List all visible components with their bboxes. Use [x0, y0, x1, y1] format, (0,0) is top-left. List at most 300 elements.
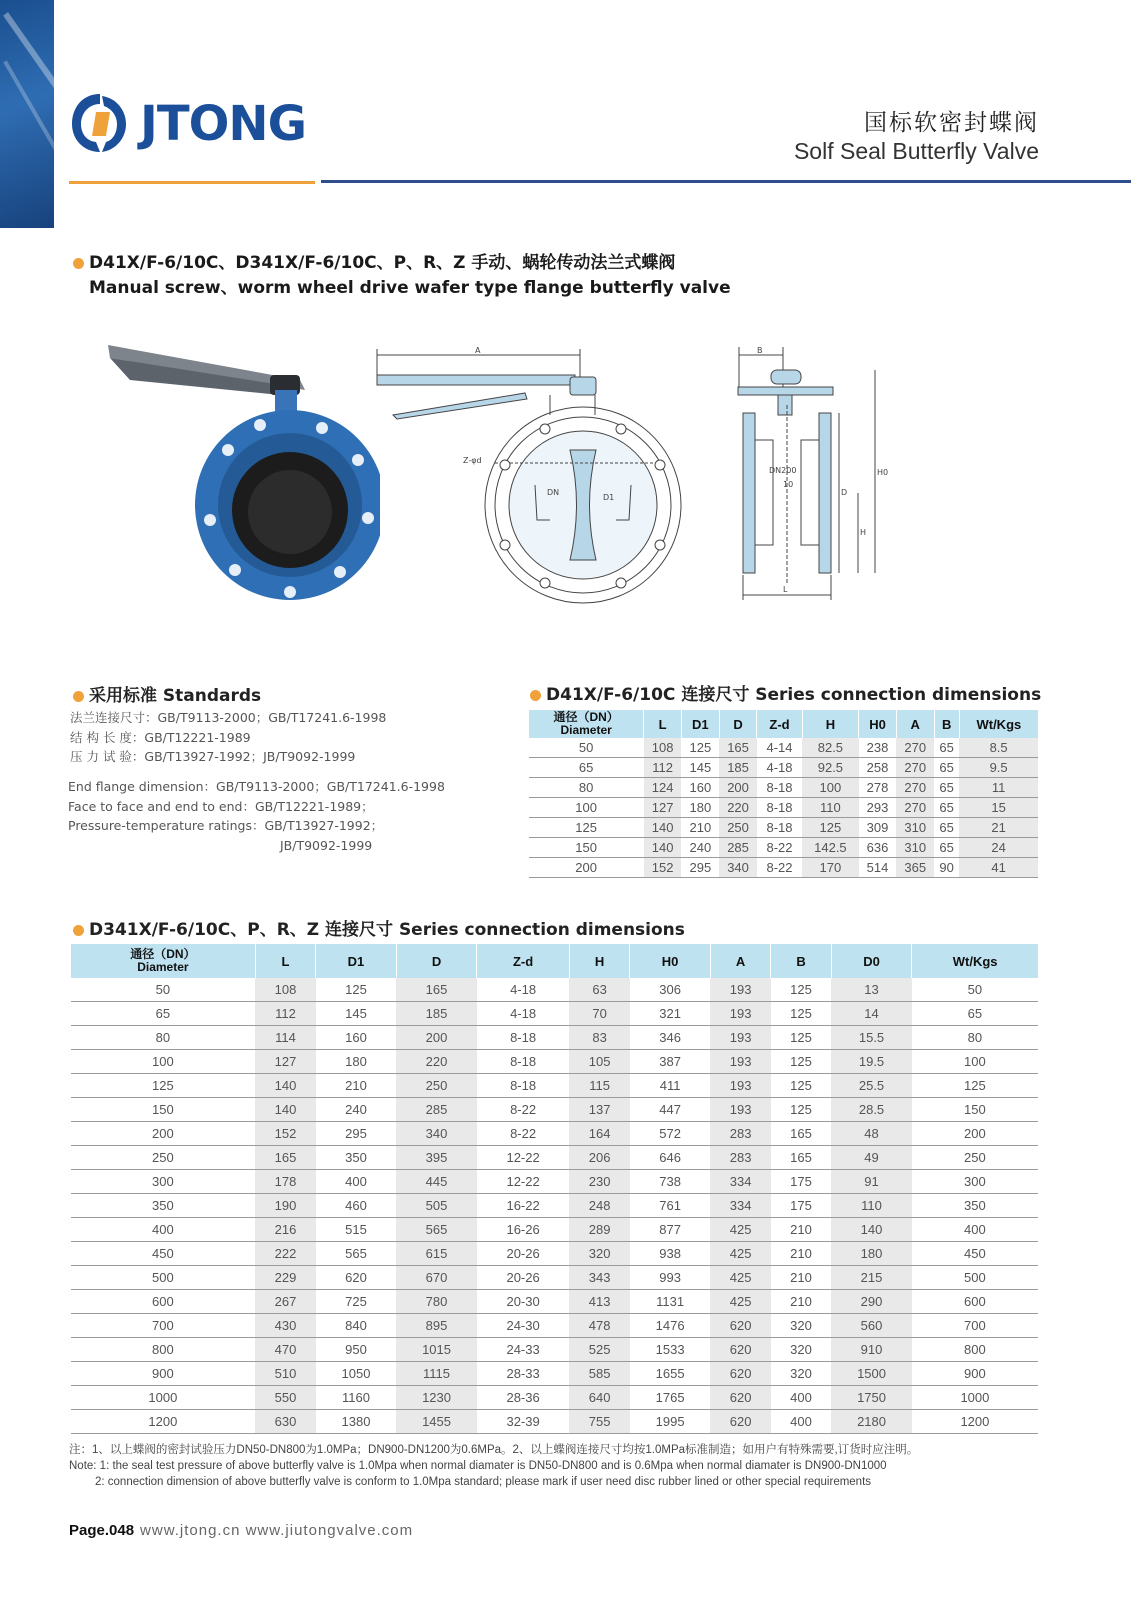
table-cell: 49 [831, 1146, 912, 1170]
table-cell: 430 [255, 1314, 315, 1338]
column-header: D1 [681, 710, 719, 738]
note-en-2: 2: connection dimension of above butterfly valve is conform to 1.0Mpa standard; please mark if user need disc rubber lined or other special requirements [95, 1476, 872, 1488]
table-cell: 160 [681, 778, 719, 798]
valve-photo [100, 340, 380, 605]
table-cell: 140 [255, 1098, 315, 1122]
table-cell: 400 [316, 1170, 397, 1194]
table-cell: 24 [959, 838, 1038, 858]
table-cell: 950 [316, 1338, 397, 1362]
table-cell: 350 [912, 1194, 1038, 1218]
table-row [71, 1410, 1039, 1434]
dimension-table-d41 [528, 710, 1038, 878]
table-cell: 1131 [630, 1290, 711, 1314]
column-header: H0 [630, 944, 711, 978]
table-cell: 193 [710, 1098, 770, 1122]
table-cell: 222 [255, 1242, 315, 1266]
table-cell: 267 [255, 1290, 315, 1314]
table-cell: 283 [710, 1146, 770, 1170]
table-cell: 8-22 [757, 858, 802, 878]
bullet-icon [73, 691, 84, 702]
table-cell: 270 [896, 738, 934, 758]
table-cell: 8-18 [477, 1074, 570, 1098]
table-cell: 877 [630, 1218, 711, 1242]
table-cell: 445 [396, 1170, 477, 1194]
page-number: Page.048 [69, 1522, 135, 1539]
bullet-icon [73, 925, 84, 936]
standard-line: Face to face and end to end：GB/T12221-1989； [68, 798, 374, 814]
table-cell: 175 [771, 1170, 831, 1194]
table-header-row [71, 944, 1039, 978]
table-cell: 1200 [71, 1410, 256, 1434]
table-cell: 125 [71, 1074, 256, 1098]
table-cell: 19.5 [831, 1050, 912, 1074]
table-cell: 210 [771, 1218, 831, 1242]
standards-title-text: 采用标准 Standards [89, 686, 262, 706]
table-row [71, 1290, 1039, 1314]
table-cell: 8-18 [757, 798, 802, 818]
table-cell: 470 [255, 1338, 315, 1362]
dim-label-d: D [841, 488, 848, 497]
table-row [71, 1026, 1039, 1050]
table-cell: 8-18 [757, 818, 802, 838]
brand-name: JTONG [140, 96, 306, 152]
table-cell: 145 [681, 758, 719, 778]
table-cell: 320 [771, 1338, 831, 1362]
table-cell: 65 [934, 778, 959, 798]
table-cell: 193 [710, 1074, 770, 1098]
table-cell: 190 [255, 1194, 315, 1218]
table-cell: 478 [569, 1314, 629, 1338]
table-cell: 340 [396, 1122, 477, 1146]
table-cell: 142.5 [802, 838, 859, 858]
table-cell: 514 [859, 858, 897, 878]
page-title-en: Solf Seal Butterfly Valve [793, 138, 1039, 164]
table-cell: 11 [959, 778, 1038, 798]
table-cell: 180 [316, 1050, 397, 1074]
table-cell: 28-36 [477, 1386, 570, 1410]
table-cell: 1200 [912, 1410, 1038, 1434]
table-cell: 240 [681, 838, 719, 858]
table-cell: 140 [255, 1074, 315, 1098]
logo-mark-icon [66, 88, 134, 160]
table-cell: 14 [831, 1002, 912, 1026]
table-cell: 755 [569, 1410, 629, 1434]
table-cell: 4-18 [757, 758, 802, 778]
table-cell: 447 [630, 1098, 711, 1122]
dim-label-b: B [757, 346, 763, 355]
table-cell: 585 [569, 1362, 629, 1386]
side-view-drawing [733, 345, 913, 610]
table-cell: 165 [255, 1146, 315, 1170]
table-cell: 1995 [630, 1410, 711, 1434]
table-cell: 210 [771, 1266, 831, 1290]
table-cell: 340 [719, 858, 757, 878]
column-header: B [934, 710, 959, 738]
table-cell: 400 [771, 1386, 831, 1410]
table-cell: 525 [569, 1338, 629, 1362]
table-cell: 248 [569, 1194, 629, 1218]
standard-line: 压 力 试 验：GB/T13927-1992；JB/T9092-1999 [70, 749, 356, 764]
table-cell: 250 [719, 818, 757, 838]
table-cell: 125 [681, 738, 719, 758]
table-cell: 215 [831, 1266, 912, 1290]
table-cell: 761 [630, 1194, 711, 1218]
section-title-cn [73, 248, 675, 273]
table-cell: 620 [710, 1338, 770, 1362]
table-cell: 15.5 [831, 1026, 912, 1050]
table-header-row [529, 710, 1039, 738]
table-cell: 938 [630, 1242, 711, 1266]
dim-label-a: A [475, 346, 481, 355]
table-cell: 125 [529, 818, 644, 838]
table-cell: 1160 [316, 1386, 397, 1410]
table-row [71, 1338, 1039, 1362]
table-cell: 8-18 [757, 778, 802, 798]
table-cell: 150 [71, 1098, 256, 1122]
table-cell: 895 [396, 1314, 477, 1338]
table-cell: 395 [396, 1146, 477, 1170]
table-cell: 9.5 [959, 758, 1038, 778]
column-header: Z-d [477, 944, 570, 978]
table-cell: 350 [71, 1194, 256, 1218]
bullet-icon [530, 690, 541, 701]
table-cell: 100 [529, 798, 644, 818]
header-accent-line [69, 181, 315, 184]
table-cell: 365 [896, 858, 934, 878]
table-cell: 65 [934, 758, 959, 778]
table1-title-text: D41X/F-6/10C 连接尺寸 Series connection dimensions [546, 685, 1042, 705]
table-cell: 387 [630, 1050, 711, 1074]
table-cell: 180 [681, 798, 719, 818]
table-cell: 150 [529, 838, 644, 858]
table-cell: 16-22 [477, 1194, 570, 1218]
table-cell: 910 [831, 1338, 912, 1362]
table-cell: 145 [316, 1002, 397, 1026]
dimension-table-d341 [70, 944, 1038, 1434]
table-cell: 200 [396, 1026, 477, 1050]
table1-title [530, 680, 1041, 705]
table-row [71, 1266, 1039, 1290]
table-cell: 140 [831, 1218, 912, 1242]
table-cell: 216 [255, 1218, 315, 1242]
table-cell: 510 [255, 1362, 315, 1386]
table-row [71, 1386, 1039, 1410]
table-cell: 210 [771, 1290, 831, 1314]
table-cell: 346 [630, 1026, 711, 1050]
table-cell: 343 [569, 1266, 629, 1290]
dim-label-10: 10 [783, 480, 794, 489]
column-header: Z-d [757, 710, 802, 738]
table-cell: 620 [710, 1362, 770, 1386]
table-cell: 210 [316, 1074, 397, 1098]
table-cell: 125 [912, 1074, 1038, 1098]
note-cn: 注：1、以上蝶阀的密封试验压力DN50-DN800为1.0MPa；DN900-DN1200为0.6MPa。2、以上蝶阀连接尺寸均按1.0MPa标准制造；如用户有特殊需要,订货时应注明。 [69, 1444, 919, 1456]
table-cell: 425 [710, 1242, 770, 1266]
table-cell: 110 [802, 798, 859, 818]
table-cell: 636 [859, 838, 897, 858]
brand-logo [66, 88, 306, 160]
table-cell: 41 [959, 858, 1038, 878]
table-cell: 8-22 [477, 1098, 570, 1122]
section-title-en: Manual screw、worm wheel drive wafer type flange butterfly valve [89, 278, 731, 298]
table-cell: 91 [831, 1170, 912, 1194]
table-cell: 270 [896, 758, 934, 778]
table-cell: 565 [316, 1242, 397, 1266]
table-cell: 65 [912, 1002, 1038, 1026]
table-row [71, 1098, 1039, 1122]
website-links[interactable]: www.jtong.cn www.jiutongvalve.com [140, 1522, 414, 1539]
table-cell: 160 [316, 1026, 397, 1050]
table-cell: 620 [316, 1266, 397, 1290]
table-cell: 334 [710, 1194, 770, 1218]
table-cell: 206 [569, 1146, 629, 1170]
table-cell: 320 [569, 1242, 629, 1266]
dim-label-dn200: DN200 [769, 466, 797, 475]
table-cell: 350 [316, 1146, 397, 1170]
table-cell: 152 [255, 1122, 315, 1146]
table-cell: 620 [710, 1386, 770, 1410]
table-cell: 1455 [396, 1410, 477, 1434]
column-header: A [710, 944, 770, 978]
column-header: Wt/Kgs [959, 710, 1038, 738]
column-header: H0 [859, 710, 897, 738]
table-cell: 900 [912, 1362, 1038, 1386]
column-header: D [719, 710, 757, 738]
footer [69, 1522, 413, 1539]
bullet-icon [73, 258, 84, 269]
table-cell: 1750 [831, 1386, 912, 1410]
table-cell: 210 [681, 818, 719, 838]
table2-title-text: D341X/F-6/10C、P、R、Z 连接尺寸 Series connection dimensions [89, 920, 685, 940]
table-cell: 615 [396, 1242, 477, 1266]
table-row [71, 978, 1039, 1002]
table-cell: 200 [71, 1122, 256, 1146]
table-cell: 4-14 [757, 738, 802, 758]
header-rule [321, 180, 1131, 183]
table-cell: 140 [644, 818, 682, 838]
table-cell: 12-22 [477, 1170, 570, 1194]
table-cell: 646 [630, 1146, 711, 1170]
table-cell: 800 [71, 1338, 256, 1362]
table2-title [73, 915, 685, 940]
column-header: D1 [316, 944, 397, 978]
table-cell: 165 [719, 738, 757, 758]
table-cell: 124 [644, 778, 682, 798]
table-cell: 229 [255, 1266, 315, 1290]
table-cell: 193 [710, 1002, 770, 1026]
table-row [529, 738, 1039, 758]
table-cell: 170 [802, 858, 859, 878]
table-row [529, 798, 1039, 818]
table-cell: 193 [710, 1026, 770, 1050]
table-row [71, 1122, 1039, 1146]
table-cell: 137 [569, 1098, 629, 1122]
table-cell: 65 [529, 758, 644, 778]
table-cell: 238 [859, 738, 897, 758]
table-cell: 4-18 [477, 978, 570, 1002]
table-cell: 15 [959, 798, 1038, 818]
table-cell: 50 [912, 978, 1038, 1002]
standard-line: End flange dimension：GB/T9113-2000；GB/T17241.6-1998 [68, 779, 445, 794]
table-cell: 550 [255, 1386, 315, 1410]
table-cell: 115 [569, 1074, 629, 1098]
table-cell: 411 [630, 1074, 711, 1098]
table-cell: 200 [529, 858, 644, 878]
table-cell: 165 [771, 1146, 831, 1170]
table-row [71, 1050, 1039, 1074]
dim-label-d1: D1 [603, 493, 615, 502]
table-cell: 13 [831, 978, 912, 1002]
table-cell: 1380 [316, 1410, 397, 1434]
section-title-cn-text: D41X/F-6/10C、D341X/F-6/10C、P、R、Z 手动、蜗轮传动法兰式蝶阀 [89, 253, 676, 273]
table-cell: 1765 [630, 1386, 711, 1410]
table-cell: 92.5 [802, 758, 859, 778]
table-cell: 240 [316, 1098, 397, 1122]
table-row [71, 1074, 1039, 1098]
dim-label-zd: Z-φd [463, 456, 482, 465]
table-row [71, 1362, 1039, 1386]
table-cell: 500 [71, 1266, 256, 1290]
column-header: H [802, 710, 859, 738]
table-cell: 278 [859, 778, 897, 798]
table-cell: 65 [934, 818, 959, 838]
table-cell: 28.5 [831, 1098, 912, 1122]
table-cell: 125 [316, 978, 397, 1002]
table-cell: 4-18 [477, 1002, 570, 1026]
standard-line: JB/T9092-1999 [280, 837, 373, 853]
table-cell: 285 [396, 1098, 477, 1122]
table-cell: 700 [912, 1314, 1038, 1338]
table-cell: 210 [771, 1242, 831, 1266]
table-cell: 620 [710, 1314, 770, 1338]
table-cell: 1500 [831, 1362, 912, 1386]
table-cell: 12-22 [477, 1146, 570, 1170]
table-cell: 65 [71, 1002, 256, 1026]
table-cell: 1015 [396, 1338, 477, 1362]
table-row [71, 1170, 1039, 1194]
diameter-header: 通径（DN） Diameter [71, 944, 256, 978]
column-header: D0 [831, 944, 912, 978]
table-row [71, 1002, 1039, 1026]
table-cell: 80 [912, 1026, 1038, 1050]
table-cell: 164 [569, 1122, 629, 1146]
table-cell: 50 [529, 738, 644, 758]
table-cell: 105 [569, 1050, 629, 1074]
table-cell: 413 [569, 1290, 629, 1314]
table-cell: 70 [569, 1002, 629, 1026]
table-cell: 780 [396, 1290, 477, 1314]
table-row [71, 1218, 1039, 1242]
table-cell: 258 [859, 758, 897, 778]
table-cell: 20-26 [477, 1242, 570, 1266]
table-cell: 400 [912, 1218, 1038, 1242]
table-cell: 178 [255, 1170, 315, 1194]
column-header: B [771, 944, 831, 978]
table-cell: 670 [396, 1266, 477, 1290]
diameter-header: 通径（DN） Diameter [529, 710, 644, 738]
table-cell: 321 [630, 1002, 711, 1026]
table-cell: 800 [912, 1338, 1038, 1362]
table-cell: 175 [771, 1194, 831, 1218]
standard-line: 法兰连接尺寸：GB/T9113-2000；GB/T17241.6-1998 [70, 710, 387, 725]
table-cell: 65 [934, 838, 959, 858]
table-cell: 125 [771, 1002, 831, 1026]
table-cell: 289 [569, 1218, 629, 1242]
table-cell: 185 [719, 758, 757, 778]
table-cell: 220 [719, 798, 757, 818]
table-cell: 8-18 [477, 1026, 570, 1050]
table-cell: 20-26 [477, 1266, 570, 1290]
table-cell: 32-39 [477, 1410, 570, 1434]
table-cell: 193 [710, 1050, 770, 1074]
table-cell: 309 [859, 818, 897, 838]
table-cell: 140 [644, 838, 682, 858]
table-cell: 112 [255, 1002, 315, 1026]
note-en-1: Note: 1: the seal test pressure of above butterfly valve is 1.0Mpa when normal diamater is DN50-DN800 and is 0.6Mpa when normal diamater is DN900-DN1000 [69, 1460, 887, 1472]
table-cell: 1115 [396, 1362, 477, 1386]
table-row [529, 758, 1039, 778]
table-cell: 700 [71, 1314, 256, 1338]
table-cell: 1655 [630, 1362, 711, 1386]
standard-line: 结 构 长 度：GB/T12221-1989 [70, 729, 251, 745]
table-row [529, 778, 1039, 798]
table-cell: 270 [896, 778, 934, 798]
table-cell: 285 [719, 838, 757, 858]
table-cell: 112 [644, 758, 682, 778]
column-header: H [569, 944, 629, 978]
table-cell: 400 [71, 1218, 256, 1242]
table-cell: 293 [859, 798, 897, 818]
table-cell: 200 [912, 1122, 1038, 1146]
front-view-drawing [375, 345, 695, 615]
standards-cn [70, 708, 386, 767]
dim-label-dn: DN [547, 488, 560, 497]
table-row [529, 838, 1039, 858]
table-cell: 572 [630, 1122, 711, 1146]
table-cell: 560 [831, 1314, 912, 1338]
table-cell: 185 [396, 1002, 477, 1026]
column-header: L [255, 944, 315, 978]
table-cell: 270 [896, 798, 934, 818]
table-cell: 108 [644, 738, 682, 758]
table-row [529, 858, 1039, 878]
table-cell: 1476 [630, 1314, 711, 1338]
table-cell: 100 [802, 778, 859, 798]
table-cell: 2180 [831, 1410, 912, 1434]
table-cell: 8.5 [959, 738, 1038, 758]
table-cell: 283 [710, 1122, 770, 1146]
table-cell: 24-33 [477, 1338, 570, 1362]
table-cell: 400 [771, 1410, 831, 1434]
table-cell: 515 [316, 1218, 397, 1242]
table-cell: 152 [644, 858, 682, 878]
table-cell: 25.5 [831, 1074, 912, 1098]
table-cell: 630 [255, 1410, 315, 1434]
table-cell: 125 [802, 818, 859, 838]
table-cell: 16-26 [477, 1218, 570, 1242]
table-cell: 125 [771, 978, 831, 1002]
table-cell: 900 [71, 1362, 256, 1386]
table-cell: 108 [255, 978, 315, 1002]
table-cell: 100 [912, 1050, 1038, 1074]
table-cell: 738 [630, 1170, 711, 1194]
column-header: A [896, 710, 934, 738]
table-cell: 125 [771, 1050, 831, 1074]
table-cell: 110 [831, 1194, 912, 1218]
table-row [71, 1194, 1039, 1218]
table-cell: 600 [71, 1290, 256, 1314]
table-row [71, 1314, 1039, 1338]
